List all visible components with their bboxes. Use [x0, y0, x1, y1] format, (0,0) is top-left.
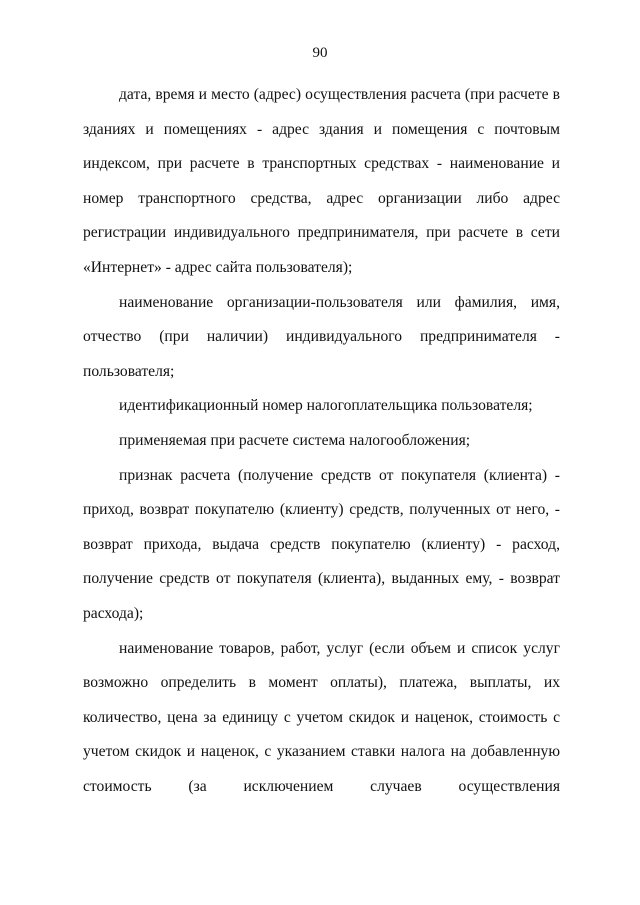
- paragraph-goods-name: наименование товаров, работ, услуг (если объем и список услуг возможно определить в момент оплаты), платежа, выплаты, их количество, цена за единицу с учетом скидок и наценок, стоимость с учетом скидок и наценок, с указанием ставки налога на добавленную стоимость (за исключением случаев осуществления: [83, 639, 560, 795]
- paragraph-user-name: наименование организации-пользователя или фамилия, имя, отчество (при наличии) индивидуального предпринимателя - пользователя;: [83, 293, 560, 380]
- document-body: [83, 78, 560, 804]
- paragraph-tax-system: применяемая при расчете система налогообложения;: [119, 431, 471, 449]
- paragraph-payment-sign: признак расчета (получение средств от покупателя (клиента) - приход, возврат покупателю (клиенту) средств, полученных от него, - возврат прихода, выдача средств покупателю (клиенту) - расход, получение средств от покупателя (клиента), выданных ему, - возврат расхода);: [83, 466, 560, 622]
- paragraph-taxpayer-id: идентификационный номер налогоплательщика пользователя;: [119, 397, 533, 415]
- paragraph-receipt-date-place: дата, время и место (адрес) осуществления расчета (при расчете в зданиях и помещениях - адрес здания и помещения с почтовым индексом, при расчете в транспортных средствах - наименование и номер транспортного средства, адрес организации либо адрес регистрации индивидуального предпринимателя, при расчете в сети «Интернет» - адрес сайта пользователя);: [83, 86, 560, 276]
- page-number: 90: [312, 45, 328, 61]
